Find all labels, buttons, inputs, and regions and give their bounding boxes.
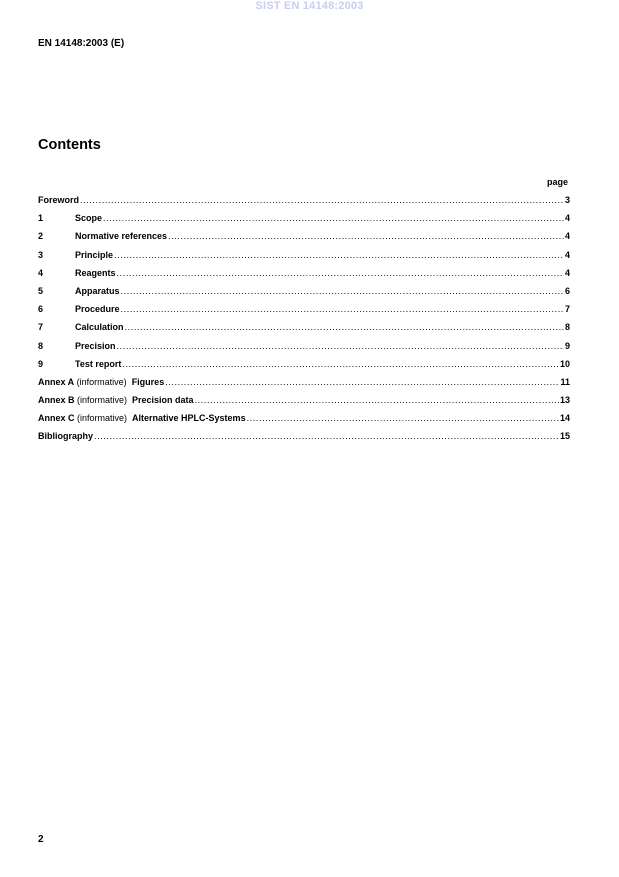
- toc-entry-title: Procedure: [75, 304, 120, 315]
- toc-leader-dots: [117, 341, 564, 351]
- toc-entry-page: 3: [564, 195, 570, 205]
- toc-entry-scope[interactable]: [38, 213, 570, 231]
- toc-entry-number: 3: [38, 249, 44, 260]
- toc-entry-page: 6: [564, 285, 570, 296]
- toc-entry-procedure[interactable]: [38, 304, 570, 322]
- toc-entry-test-report[interactable]: [38, 359, 570, 377]
- toc-entry-number: 7: [38, 322, 44, 333]
- table-of-contents: [38, 195, 570, 450]
- toc-leader-dots: [80, 195, 564, 205]
- toc-entry-number: 5: [38, 285, 44, 296]
- toc-leader-dots: [165, 377, 559, 387]
- toc-entry-foreword[interactable]: [38, 195, 570, 213]
- toc-entry-page: 7: [564, 304, 570, 315]
- toc-annex-note: (informative): [74, 413, 133, 424]
- toc-entry-number: 6: [38, 304, 44, 315]
- toc-entry-title: Precision: [75, 340, 116, 351]
- toc-entry-page: 4: [564, 213, 570, 224]
- toc-leader-dots: [121, 304, 564, 314]
- toc-entry-page: 15: [559, 431, 570, 442]
- toc-entry-title: Normative references: [75, 231, 168, 242]
- toc-entry-calculation[interactable]: [38, 322, 570, 340]
- toc-leader-dots: [103, 213, 564, 223]
- toc-entry-title: Alternative HPLC-Systems: [132, 413, 246, 424]
- toc-entry-title: Calculation: [75, 322, 124, 333]
- toc-leader-dots: [195, 395, 559, 405]
- toc-entry-page: 4: [564, 231, 570, 242]
- toc-entry-precision[interactable]: [38, 341, 570, 359]
- page-number: 2: [38, 834, 44, 845]
- toc-leader-dots: [114, 250, 564, 260]
- toc-leader-dots: [125, 322, 564, 332]
- toc-entry-normative-references[interactable]: [38, 231, 570, 249]
- toc-entry-title: Principle: [75, 249, 114, 260]
- toc-entry-apparatus[interactable]: [38, 286, 570, 304]
- toc-entry-title: Test report: [75, 358, 122, 369]
- toc-annex-label: Annex C: [38, 413, 75, 424]
- toc-leader-dots: [94, 431, 559, 441]
- toc-entry-principle[interactable]: [38, 250, 570, 268]
- toc-entry-annex-c[interactable]: [38, 413, 570, 431]
- toc-entry-bibliography[interactable]: [38, 431, 570, 449]
- toc-leader-dots: [168, 231, 564, 241]
- toc-entry-title: Precision data: [132, 395, 194, 406]
- toc-entry-number: 2: [38, 231, 44, 242]
- toc-entry-page: 14: [559, 413, 570, 424]
- toc-entry-title: Scope: [75, 213, 103, 224]
- toc-entry-annex-a[interactable]: [38, 377, 570, 395]
- toc-entry-page: 10: [559, 358, 570, 369]
- toc-annex-note: (informative): [74, 395, 133, 406]
- toc-entry-title: Foreword: [38, 195, 80, 205]
- document-id: EN 14148:2003 (E): [38, 38, 125, 49]
- toc-annex-label: Annex A: [38, 376, 75, 387]
- toc-entry-page: 4: [564, 267, 570, 278]
- toc-leader-dots: [121, 286, 564, 296]
- watermark: SIST EN 14148:2003: [255, 0, 364, 12]
- toc-entry-page: 8: [564, 322, 570, 333]
- toc-entry-title: Bibliography: [38, 431, 94, 442]
- page-column-label: page: [546, 177, 568, 187]
- toc-entry-page: 4: [564, 249, 570, 260]
- toc-leader-dots: [122, 359, 559, 369]
- toc-entry-page: 9: [564, 340, 570, 351]
- toc-entry-annex-b[interactable]: [38, 395, 570, 413]
- toc-annex-note: (informative): [74, 376, 132, 387]
- toc-entry-number: 1: [38, 213, 44, 224]
- toc-leader-dots: [247, 413, 559, 423]
- toc-entry-number: 8: [38, 340, 44, 351]
- toc-annex-label: Annex B: [38, 395, 75, 406]
- toc-entry-number: 4: [38, 267, 44, 278]
- toc-entry-reagents[interactable]: [38, 268, 570, 286]
- toc-entry-title: Figures: [131, 376, 165, 387]
- toc-entry-title: Reagents: [75, 267, 116, 278]
- toc-entry-page: 11: [560, 376, 570, 387]
- toc-entry-page: 13: [559, 395, 570, 406]
- toc-entry-number: 9: [38, 358, 44, 369]
- contents-heading: Contents: [38, 137, 101, 153]
- toc-entry-title: Apparatus: [75, 285, 120, 296]
- toc-leader-dots: [117, 268, 564, 278]
